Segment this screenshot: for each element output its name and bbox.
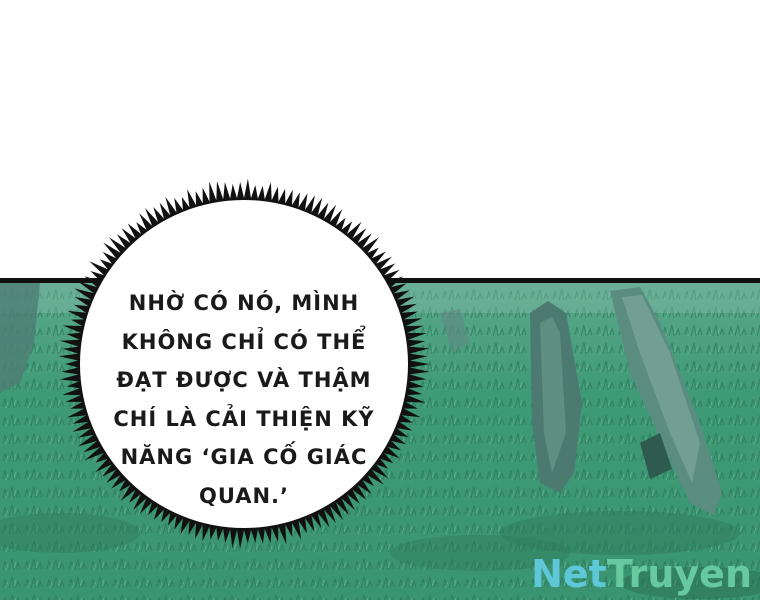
- bubble-line: NĂNG ‘GIA CỐ GIÁC: [120, 445, 368, 469]
- bubble-line: ĐẠT ĐƯỢC VÀ THẬM: [116, 368, 372, 392]
- bubble-text: [104, 284, 384, 515]
- watermark-part2: Truyen: [606, 552, 752, 596]
- bubble-line: KHÔNG CHỈ CÓ THỂ: [121, 329, 367, 354]
- bubble-line: QUAN.’: [198, 483, 290, 508]
- bubble-line: CHÍ LÀ CẢI THIỆN KỸ: [113, 406, 375, 431]
- bubble-line: NHỜ CÓ NÓ, MÌNH: [128, 291, 360, 315]
- watermark-part1: Net: [531, 552, 607, 596]
- watermark: [531, 552, 752, 596]
